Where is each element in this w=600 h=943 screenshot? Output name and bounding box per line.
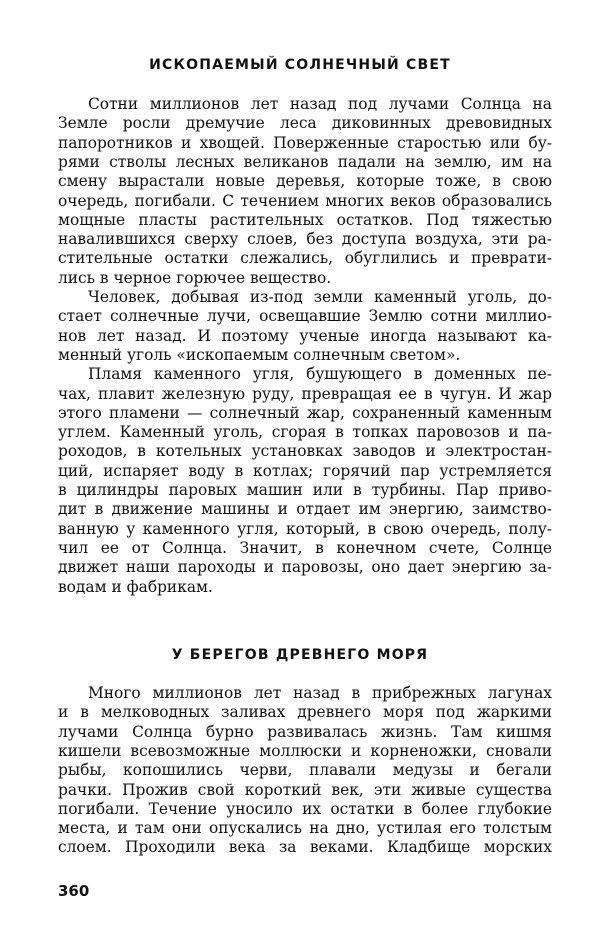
text-line: нов лет назад. И поэтому ученые иногда называют ка- [58, 326, 552, 345]
text-line: чах, плавит железную руду, превращая ее в чугун. И жар [58, 384, 552, 403]
text-line: стает солнечные лучи, освещавшие Землю сотни миллио- [58, 307, 552, 326]
text-line: ванную у каменного угля, который, в свою очередь, полу- [58, 519, 552, 538]
text-line: Пламя каменного угля, бушующего в доменных пе- [88, 365, 552, 384]
text-line: чил ее от Солнца. Значит, в конечном счете, Солнце [58, 538, 552, 557]
text-line: лучами Солнца бурно развивалась жизнь. Там кишмя [58, 722, 552, 741]
text-line: роходов, в котельных установках заводов и электростан- [58, 442, 552, 461]
text-line: стительные остатки слежались, обуглились и преврати- [58, 249, 552, 268]
text-line: в цилиндры паровых машин или в турбины. Пар приво- [58, 481, 552, 499]
text-line: Человек, добывая из-под земли каменный уголь, до- [88, 288, 552, 306]
text-line: углем. Каменный уголь, сгорая в топках паровозов и па- [58, 423, 552, 442]
text-line: погибали. Течение уносило их остатки в более глубокие [58, 799, 552, 818]
text-line: рями стволы лесных великанов падали на землю, им на [58, 152, 552, 171]
text-line: Сотни миллионов лет назад под лучами Солнца на [88, 95, 552, 113]
text-line: мощные пласты растительных остатков. Под тяжестью [58, 210, 552, 229]
text-line: навалившихся сверху слоев, без доступа воздуха, эти ра- [58, 230, 552, 249]
text-line: смену вырастали новые деревья, которые тоже, в свою [58, 172, 552, 191]
text-line: движет наши пароходы и паровозы, оно дает энергию за- [58, 558, 552, 577]
text-line: кишели всевозможные моллюски и корненожки, сновали [58, 741, 552, 760]
text-line: рачки. Прожив свой короткий век, эти живые существа [58, 780, 552, 799]
text-line: Много миллионов лет назад в прибрежных лагунах [88, 684, 552, 702]
text-line: менный уголь «ископаемым солнечным светом». [58, 345, 461, 364]
page-number: 360 [58, 882, 90, 900]
text-line: рыбы, копошились черви, плавали медузы и бегали [58, 761, 552, 780]
text-line: Земле росли дремучие леса диковинных древовидных [58, 114, 552, 133]
text-line: лись в черное горючее вещество. [58, 268, 332, 287]
text-line: и в мелководных заливах древнего моря под жаркими [58, 703, 552, 722]
text-line: ций, испаряет воду в котлах; горячий пар устремляется [58, 461, 552, 480]
text-line: очередь, погибали. С течением многих веков образовались [58, 191, 552, 210]
text-line: места, и там они опускались на дно, устилая его толстым [58, 819, 552, 838]
text-line: дит в движение машины и отдает им энергию, заимство- [58, 500, 552, 519]
text-line: папоротников и хвощей. Поверженные старостью или бу- [58, 133, 552, 152]
text-line: этого пламени — солнечный жар, сохраненный каменным [58, 403, 552, 422]
text-line: водам и фабрикам. [58, 577, 213, 596]
section-heading-fossil-sunlight: ИСКОПАЕМЫЙ СОЛНЕЧНЫЙ СВЕТ [149, 57, 451, 73]
section-heading-ancient-sea: У БЕРЕГОВ ДРЕВНЕГО МОРЯ [171, 647, 429, 663]
text-line: слоем. Проходили века за веками. Кладбище морских [58, 838, 552, 857]
